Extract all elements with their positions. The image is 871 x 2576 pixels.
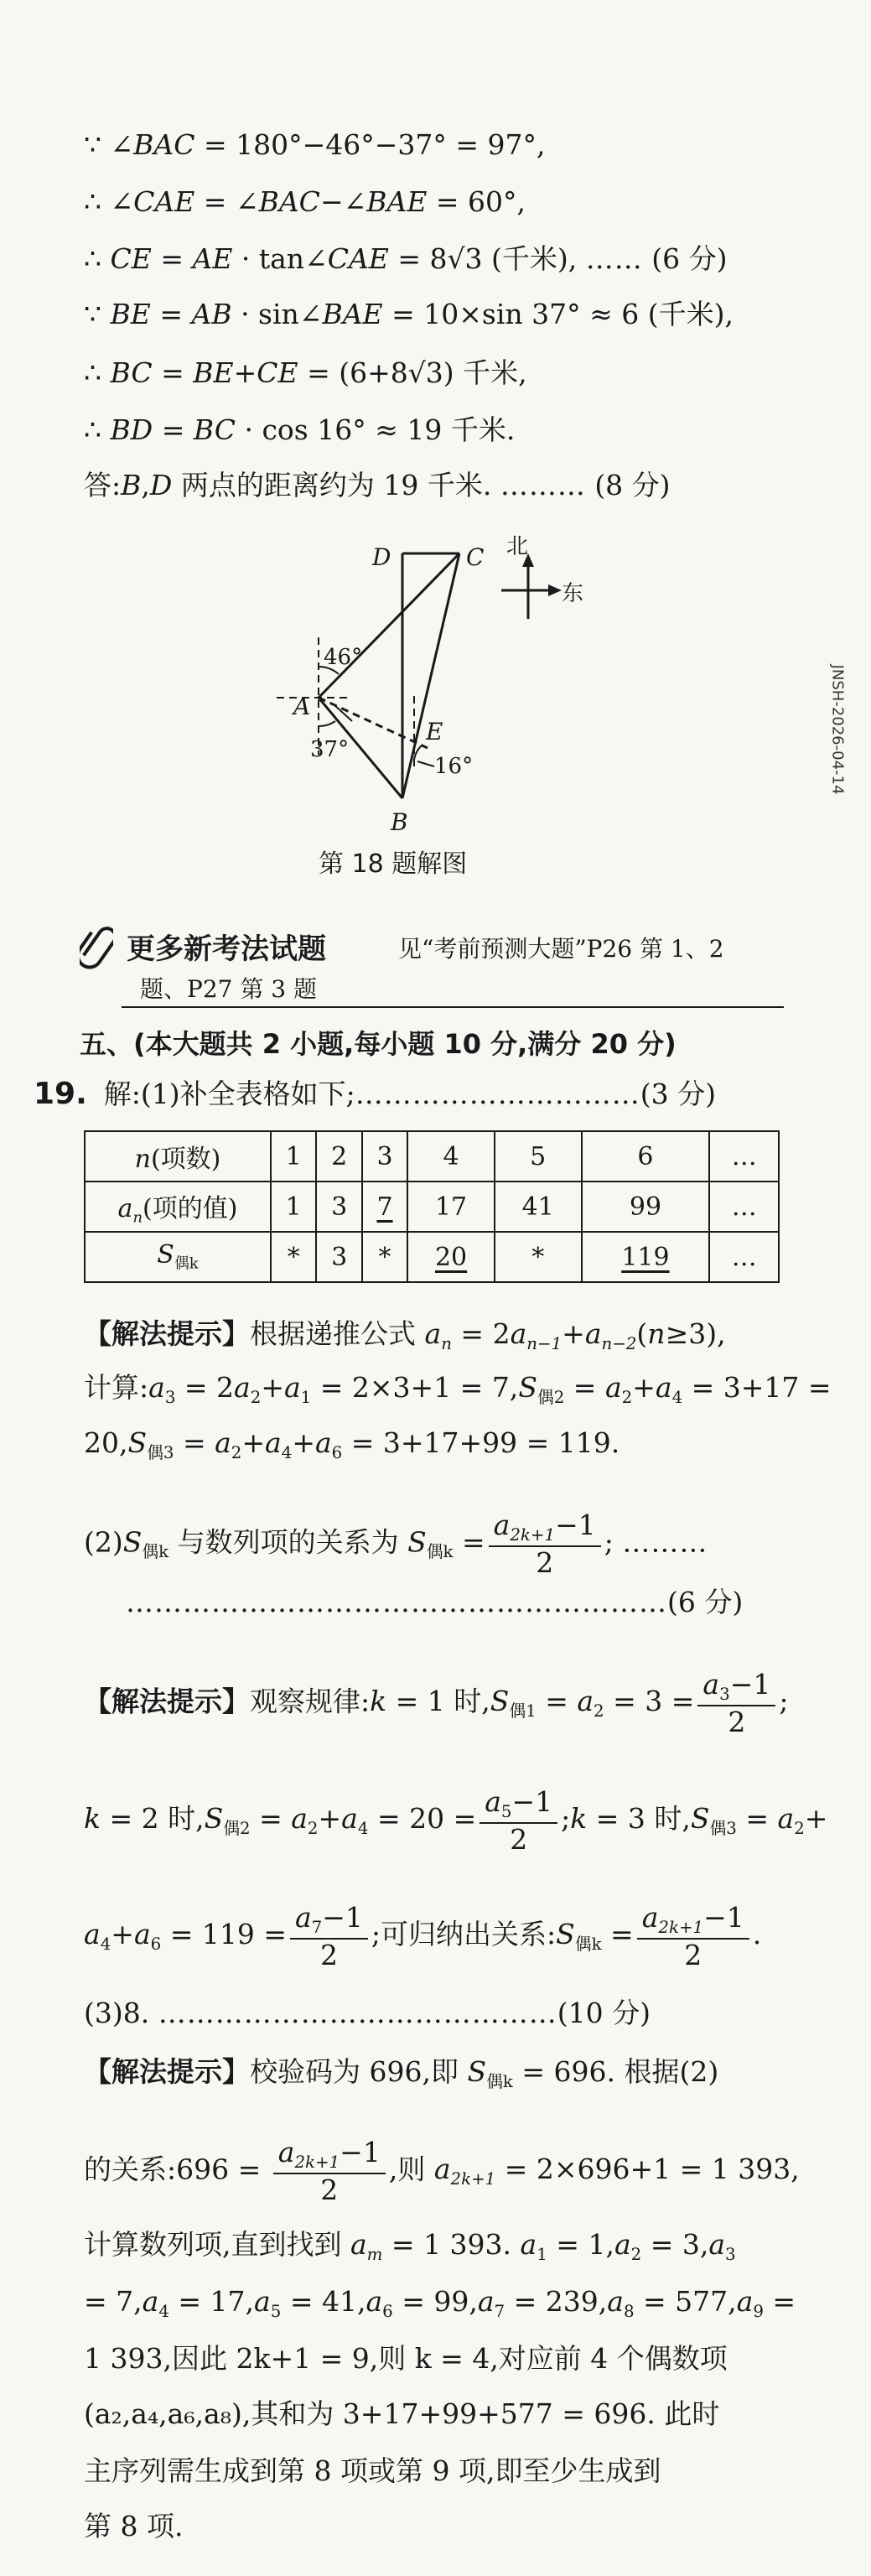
text: 解:(1)补全表格如下; — [103, 1078, 355, 1110]
angle-16-label: 16° — [434, 754, 474, 779]
table-cell: … — [709, 1182, 779, 1232]
text: = ∠ — [194, 185, 259, 218]
hint3-line2 — [84, 2137, 800, 2206]
hint1-line1 — [84, 1315, 726, 1363]
table-cell: 41 — [495, 1182, 582, 1232]
text: · cos 16° ≈ 19 千米. — [235, 413, 516, 446]
table-cell: 2 — [316, 1131, 361, 1182]
row-header — [85, 1182, 271, 1232]
filled-value: 7 — [376, 1192, 393, 1222]
table-cell — [362, 1182, 407, 1232]
text: = — [150, 298, 192, 330]
text: = (6+8√3) 千米, — [298, 356, 527, 389]
text: = — [152, 356, 194, 389]
q19-part3 — [84, 1994, 651, 2033]
text: ∵ — [84, 298, 111, 330]
hint-label: 【解法提示】 — [84, 1685, 250, 1718]
text: 的关系:696 = — [84, 2153, 270, 2186]
hint3-line6: (a₂,a₄,a₆,a₈),其和为 3+17+99+577 = 696. 此时 — [84, 2397, 720, 2430]
text: = 10×sin 37° ≈ 6 (千米), — [382, 298, 734, 330]
q19-part2-score — [126, 1583, 743, 1622]
math-var: D — [149, 469, 173, 501]
text: = 180°−46°−37° = 97°, — [194, 128, 546, 161]
line-CA — [319, 553, 459, 698]
compass-east-tip — [548, 584, 562, 596]
math-var: a — [117, 1193, 133, 1223]
math-sub: 偶k — [174, 1254, 199, 1273]
text: 计算数列项,直到找到 — [84, 2228, 350, 2261]
leader-dots: ……… — [622, 1525, 708, 1559]
solution18-line3 — [84, 240, 728, 278]
fraction: $\frac{a_{2k+1}-1}{2}$ — [273, 2137, 386, 2206]
text: 答: — [84, 469, 122, 501]
math-var: CAE — [133, 185, 195, 218]
text: (项数) — [150, 1145, 221, 1174]
score: (6 分) — [667, 1586, 744, 1618]
q19-part2: $(2)S_{偶k}$ 与数列项的关系为 $S_{偶k}$ = $\frac{a_{2k+1}-1}{2}$ ; ……… — [84, 1509, 708, 1579]
math-var: CE — [110, 242, 152, 275]
label-D: D — [372, 543, 391, 571]
compass-north-label: 北 — [506, 534, 529, 559]
side-code-text: JNSH-2026-04-14 — [828, 664, 847, 795]
hint2-line1 — [84, 1669, 788, 1738]
table-row — [85, 1131, 779, 1182]
math-var: B — [121, 469, 142, 501]
math-var: BC — [110, 356, 153, 389]
compass-east-label: 东 — [562, 581, 584, 606]
table-cell: 6 — [582, 1131, 710, 1182]
score: (8 分) — [594, 469, 671, 501]
text: , — [141, 469, 150, 501]
filled-value: 119 — [621, 1242, 670, 1272]
hint1-line2 — [84, 1368, 832, 1417]
hint3-line5: 1 393,因此 2k+1 = 9,则 k = 4,对应前 4 个偶数项 — [84, 2342, 728, 2375]
score: (10 分) — [557, 1997, 651, 2029]
table-cell: … — [709, 1131, 779, 1182]
text: ∴ ∠ — [84, 185, 134, 218]
formula: $S_{偶3} = a_2+a_4+a_6 = 3+17+99 = 119$. — [127, 1426, 620, 1462]
text: = 8√3 (千米), — [388, 242, 578, 275]
formula: $a_m = 1$ 393. $a_1 = 1,a_2 = 3,a_3$ — [350, 2228, 736, 2264]
math-var: BAC — [133, 128, 195, 161]
formula: $a_{2k+1} = 2\times 696+1 = 1$ 393, — [433, 2153, 800, 2189]
math-var: CE — [257, 356, 298, 389]
hint2-line3 — [84, 1902, 761, 1971]
solution18-line5 — [84, 354, 527, 392]
formula: $a_3 = 2a_2+a_1 = 2\times 3+1 = 7,S_{偶2} = a_2+a_4 = 3+17$ = — [148, 1371, 832, 1407]
hint2-line2 — [84, 1786, 827, 1856]
paperclip-icon — [80, 921, 113, 971]
table-cell — [582, 1232, 710, 1282]
table-cell — [407, 1232, 495, 1282]
formula: k = 2 时$,S_{偶2} = a_2+a_4 = 20$ = $\frac{a_5-1}{2}$ ;k = 3 时$,S_{偶3} = a_2+$ — [84, 1785, 828, 1856]
table-cell: 1 — [271, 1131, 316, 1182]
text: ∴ — [84, 413, 111, 446]
text: ,则 — [388, 2153, 434, 2186]
math-var: AE — [192, 242, 233, 275]
formula: $a_4 = 17,a_5 = 41,a_6 = 99,a_7 = 239,a_8 = 577,a_9$ = — [142, 2285, 796, 2321]
label-C: C — [466, 543, 485, 571]
more-ref: 见“考前预测大题”P26 第 1、2 — [398, 935, 724, 963]
more-ref-2: 题、P27 第 3 题 — [140, 975, 317, 1003]
math-var: BE — [193, 356, 234, 389]
text: 计算: — [84, 1371, 149, 1404]
table-cell: … — [709, 1232, 779, 1282]
formula: $S_{偶k} = 696$. 根据(2) — [467, 2055, 719, 2091]
label-E: E — [426, 718, 443, 745]
text: ∴ — [84, 242, 111, 275]
text: (3)8. — [84, 1997, 150, 2029]
solution18-line6 — [84, 411, 515, 449]
table-cell: 5 — [495, 1131, 582, 1182]
row-header — [85, 1131, 271, 1182]
score: (3 分) — [640, 1078, 716, 1110]
math-var: BC — [193, 413, 236, 446]
formula: k = 1 时$,S_{偶1} = a_2 = 3$ = $\frac{a_3-1}{2}$ ; — [370, 1668, 789, 1738]
divider — [122, 1006, 784, 1008]
text: (2) — [84, 1525, 123, 1559]
math-var: BAE — [366, 185, 428, 218]
leader-dots: ……… — [500, 469, 586, 501]
hint3-line7: 主序列需生成到第 8 项或第 9 项,即至少生成到 — [84, 2454, 661, 2487]
math-var: BE — [110, 298, 151, 330]
text: + — [233, 356, 257, 389]
text: 20, — [84, 1426, 128, 1459]
text: · tan∠ — [232, 242, 328, 275]
table-cell: * — [495, 1232, 582, 1282]
formula: $a_4+a_6 = 119$ = $\frac{a_7-1}{2}$ ;可归纳出关系$:S_{偶k}$ = $\frac{a_{2k+1}-1}{2}$ . — [84, 1901, 762, 1971]
table-cell: 3 — [362, 1131, 407, 1182]
math-var: n — [134, 1145, 151, 1174]
hint3-line3 — [84, 2225, 736, 2274]
row-header — [85, 1232, 271, 1282]
table-cell: 3 — [316, 1232, 361, 1282]
score: (6 分) — [651, 242, 728, 275]
text: = 60°, — [427, 185, 526, 218]
table-cell: * — [362, 1232, 407, 1282]
leader-dots: …………………………………… — [158, 1997, 557, 2029]
leader-dots: …… — [585, 242, 643, 275]
leader-dots: ………………………………………………… — [126, 1586, 667, 1618]
math-var: BAE — [322, 298, 383, 330]
table-row — [85, 1182, 779, 1232]
formula: $a_n = 2a_{n-1}+a_{n-2}(n\ge 3)$, — [424, 1317, 726, 1353]
text: = — [151, 242, 193, 275]
text: −∠ — [319, 185, 367, 218]
math-var: CAE — [327, 242, 389, 275]
math-sub: n — [132, 1208, 143, 1227]
solution18-line4 — [84, 295, 734, 334]
text: 校验码为 696,即 — [250, 2055, 468, 2088]
section-5-heading: 五、(本大题共 2 小题,每小题 10 分,满分 20 分) — [80, 1028, 677, 1060]
geometry-figure — [0, 528, 871, 880]
figure-caption: 第 18 题解图 — [319, 849, 468, 879]
text: 观察规律: — [250, 1685, 371, 1718]
solution18-line1 — [84, 126, 546, 164]
text: (项的值) — [143, 1193, 238, 1223]
solution18-line7 — [84, 466, 671, 505]
table-row — [85, 1232, 779, 1282]
math-var: AB — [191, 298, 232, 330]
hint3-line8: 第 8 项. — [84, 2510, 184, 2542]
more-questions-banner — [80, 921, 784, 1013]
text: 与数列项的关系为 — [168, 1525, 408, 1559]
hint-label: 【解法提示】 — [84, 2055, 250, 2088]
question-number: 19. — [34, 1077, 87, 1111]
leader-dots: ………………………… — [355, 1078, 640, 1110]
text: ∵ ∠ — [84, 128, 134, 161]
arc-37 — [319, 721, 335, 726]
sequence-table — [84, 1130, 780, 1283]
fraction: $\frac{a_{2k+1}-1}{2}$ — [489, 1509, 601, 1579]
angle-37-label: 37° — [310, 737, 350, 762]
table-cell: 17 — [407, 1182, 495, 1232]
solution18-line2 — [84, 183, 526, 221]
hint1-line3 — [84, 1424, 620, 1472]
math-var: S — [157, 1240, 174, 1270]
table-cell: 4 — [407, 1131, 495, 1182]
filled-value: 20 — [434, 1242, 468, 1272]
math-var: BD — [110, 413, 153, 446]
q19-part1 — [34, 1075, 716, 1114]
label-A: A — [293, 693, 311, 720]
table-cell: * — [271, 1232, 316, 1282]
more-title: 更多新考法试题 — [127, 932, 326, 966]
text: = 7, — [84, 2285, 143, 2318]
text: = — [153, 413, 194, 446]
text: 根据递推公式 — [250, 1317, 425, 1350]
table-cell: 1 — [271, 1182, 316, 1232]
hint-label: 【解法提示】 — [84, 1317, 250, 1350]
hint3-line1 — [84, 2053, 718, 2101]
math-var: BAC — [258, 185, 320, 218]
angle-46-label: 46° — [324, 645, 363, 670]
text: ∴ — [84, 356, 111, 389]
table-cell: 3 — [316, 1182, 361, 1232]
text: 两点的距离约为 19 千米. — [172, 469, 492, 501]
pointer-16 — [417, 761, 434, 766]
text: · sin∠ — [231, 298, 323, 330]
table-cell: 99 — [582, 1182, 710, 1232]
label-B: B — [391, 808, 408, 836]
side-code — [826, 587, 849, 872]
hint3-line4 — [84, 2283, 796, 2331]
